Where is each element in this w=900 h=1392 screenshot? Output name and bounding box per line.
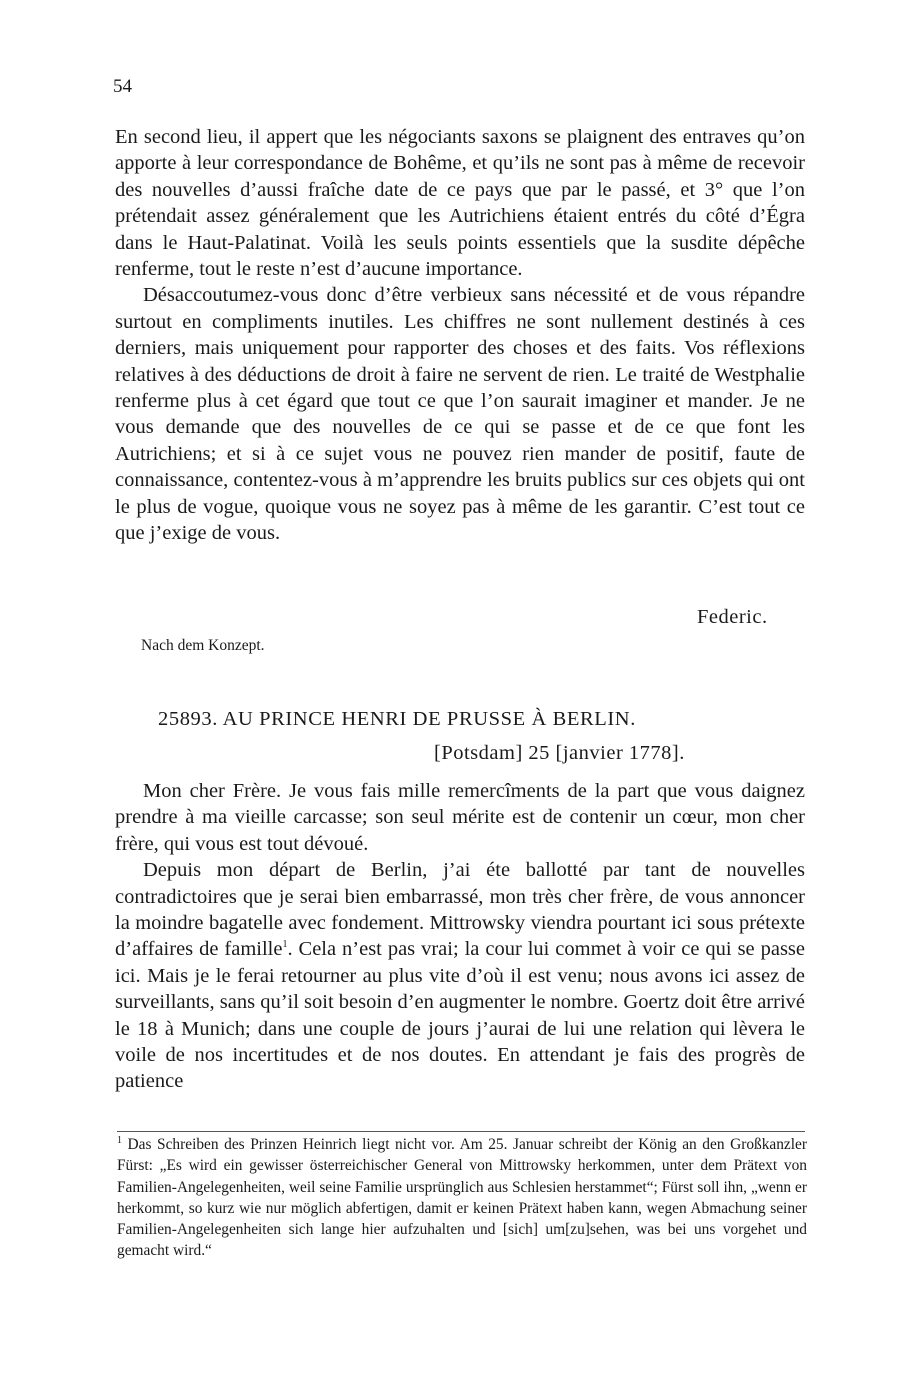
- page-number: 54: [113, 76, 132, 97]
- letter-body-continued: [115, 124, 805, 547]
- paragraph: Désaccoutumez-vous donc d’être verbieux sans nécessité et de vous répandre surtout en compliments inutiles. Les chiffres ne sont nullement destinés à ces derniers, mais uniquement pour rapporter des choses et des faits. Vos réflexions relatives à des déductions de droit à faire ne servent de rien. Le traité de Westphalie renferme plus à cet égard que tout ce que l’on saurait imaginer et mander. Je ne vous demande que des nouvelles de ce qui se passe et de ce que font les Autrichiens; et si à ce sujet vous ne pouvez rien mander de positif, faute de connaissance, contentez-vous à m’apprendre les bruits publics sur ces objets qui ont le plus de vogue, quoique vous ne soyez pas à même de les garantir. C’est tout ce que j’exige de vous.: [115, 284, 805, 545]
- paragraph: Mon cher Frère. Je vous fais mille remercîments de la part que vous daignez prendre à ma vieille carcasse; son seul mérite est de contenir un cœur, mon cher frère, qui vous est tout dévoué.: [115, 780, 805, 855]
- paragraph-text: Depuis mon départ de Berlin, j’ai éte ballotté par tant de nouvelles contradictoires que je serai bien embarrassé, mon très cher frère, de vous annoncer la moindre bagatelle avec fondement. Mittrowsky viendra pourtant ici sous prétexte d’affaires de famille: [115, 859, 805, 961]
- paragraph-text: . Cela n’est pas vrai; la cour lui commet à voir ce qui se passe ici. Mais je le ferai retourner au plus vite d’où il est venu; nous avons ici assez de surveillants, sans qu’il soit besoin d’en augmenter le nombre. Goertz doit être arrivé le 18 à Munich; dans une couple de jours j’aurai de lui une relation qui lèvera le voile de nos incertitudes et de nos doutes. En attendant je fais des progrès de patience: [115, 938, 805, 1093]
- letter-body: [115, 778, 805, 1095]
- footnote-divider: [117, 1131, 805, 1132]
- paragraph: [115, 857, 805, 1095]
- letter-heading: 25893. AU PRINCE HENRI DE PRUSSE À BERLIN.: [158, 708, 636, 730]
- footnote: [117, 1134, 807, 1262]
- signature: Federic.: [697, 606, 768, 628]
- source-note: Nach dem Konzept.: [141, 637, 265, 654]
- letter-date: [Potsdam] 25 [janvier 1778].: [434, 742, 685, 764]
- footnote-text: Das Schreiben des Prinzen Heinrich liegt nicht vor. Am 25. Januar schreibt der König an den Großkanzler Fürst: „Es wird ein gewisser österreichischer General von Mittrowsky herkommen, unter dem Prätext von Familien-Angelegenheiten, weil seine Familie ursprünglich aus Schlesien herstammet“; Fürst soll ihn, „wenn er herkommt, so kurz wie nur möglich abfertigen, damit er keinen Prätext haben kann, wegen Abmachung seiner Familien-Angelegenheiten sich lange hier aufzuhalten und [sich] um[zu]sehen, was bei uns vorgehet und gemacht wird.“: [117, 1136, 807, 1260]
- paragraph: En second lieu, il appert que les négociants saxons se plaignent des entraves qu’on apporte à leur correspondance de Bohême, et qu’ils ne sont pas à même de recevoir des nouvelles d’aussi fraîche date de ce pays que par le passé, et 3° que l’on prétendait assez généralement que les Autrichiens étaient entrés du côté d’Égra dans le Haut-Palatinat. Voilà les seuls points essentiels que la susdite dépêche renferme, tout le reste n’est d’aucune importance.: [115, 126, 805, 281]
- footnote-reference: 1: [282, 939, 288, 951]
- footnote-marker: 1: [117, 1134, 122, 1146]
